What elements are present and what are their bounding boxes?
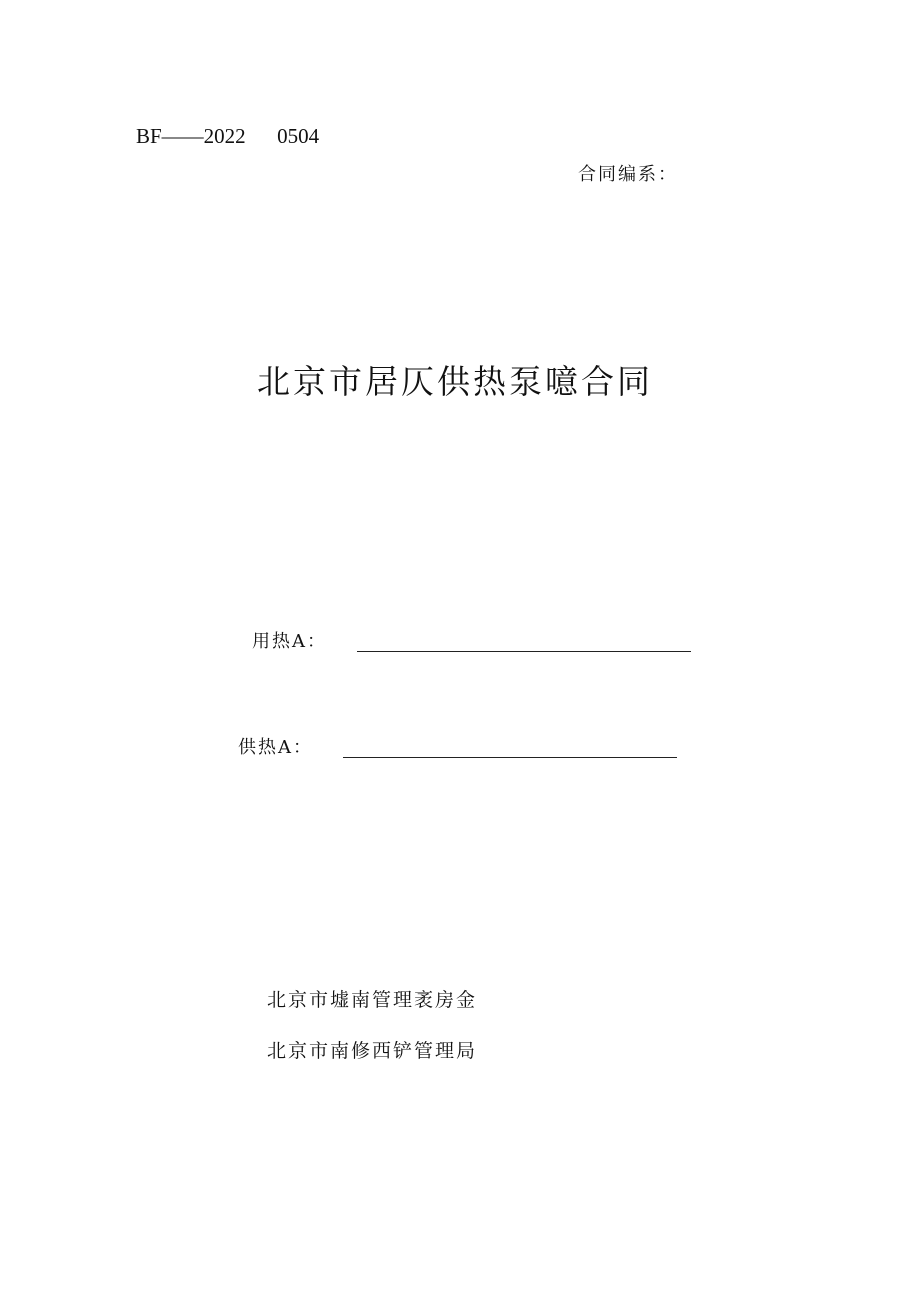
heat-supplier-row	[238, 736, 677, 760]
heat-supplier-blank-line[interactable]	[343, 756, 677, 758]
heat-user-row	[252, 630, 691, 654]
issuer-line-1: 北京市墟南管理袤房金	[267, 989, 478, 1011]
heat-user-label: 用热A：	[252, 631, 327, 652]
heat-user-blank-line[interactable]	[357, 650, 691, 652]
contract-number-label: 合同编系：	[578, 164, 678, 185]
document-title: 北京市居仄供热泵噫合同	[257, 362, 653, 401]
issuer-line-2: 北京市南修西铲管理局	[267, 1040, 478, 1062]
heat-supplier-label: 供热A：	[238, 737, 313, 758]
document-code: BF——2022 0504	[136, 124, 320, 148]
